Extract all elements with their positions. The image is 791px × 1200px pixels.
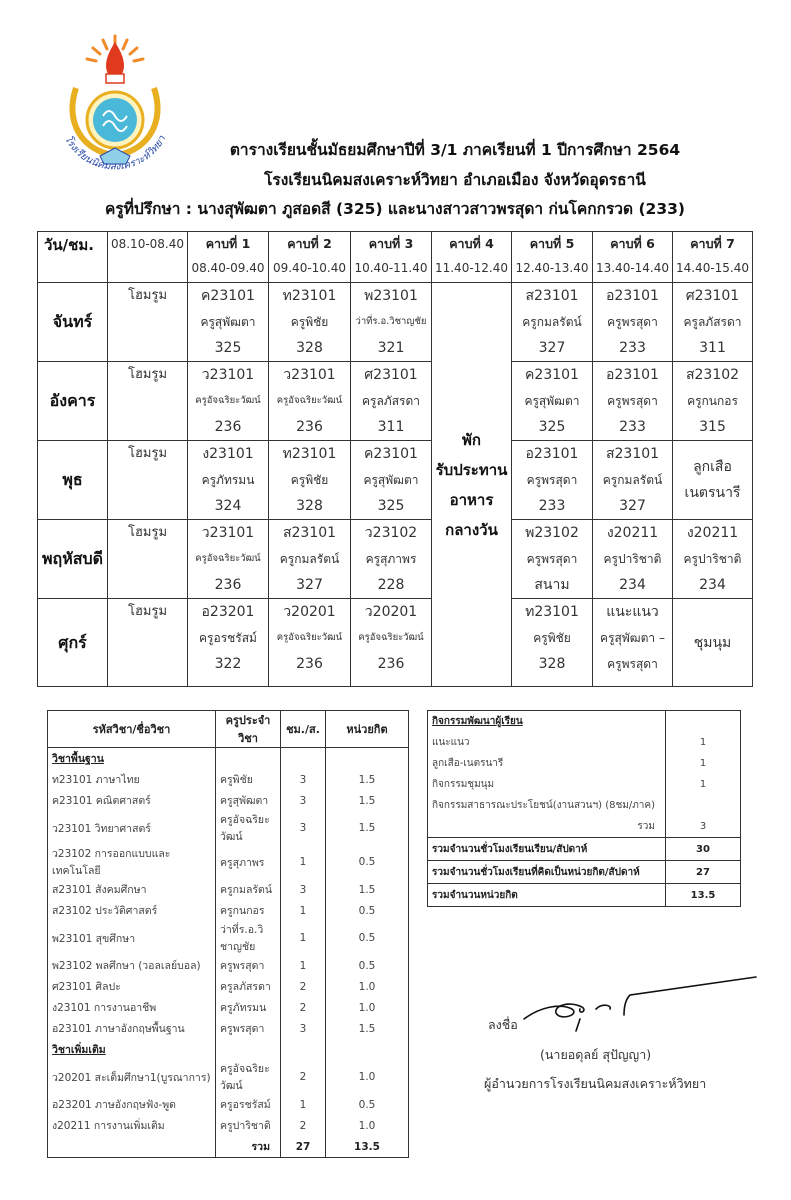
subject-name: ศ23101 ศิลปะ xyxy=(48,976,216,997)
subject-teacher: ครูลภัสรดา xyxy=(216,976,281,997)
col-header-subject: รหัสวิชา/ชื่อวิชา xyxy=(48,711,216,748)
period-header: คาบที่ 7 14.40-15.40 xyxy=(673,232,753,283)
signature-mark xyxy=(520,975,760,1035)
subject-name: ว23101 วิทยาศาสตร์ xyxy=(48,811,216,845)
activities-title-row xyxy=(428,711,741,733)
total-label: รวมจำนวนชั่วโมงเรียนเรียน/สัปดาห์ xyxy=(428,838,666,861)
day-row-friday xyxy=(38,599,753,687)
total-label: รวมจำนวนหน่วยกิต xyxy=(428,884,666,907)
signer-name: (นายอดุลย์ สุปัญญา) xyxy=(540,1047,652,1062)
subject-hours: 1 xyxy=(281,1094,326,1115)
subject-credits: 0.5 xyxy=(326,1094,409,1115)
activity-name: กิจกรรมชุมนุม xyxy=(428,774,666,795)
subject-name: ง23101 การงานอาชีพ xyxy=(48,997,216,1018)
total-row xyxy=(428,884,741,907)
class-cell: ว20201 ครูอัจฉริยะวัฒน์ 236 xyxy=(351,599,432,687)
subject-credits: 1.5 xyxy=(326,790,409,811)
activities-sum-label: รวม xyxy=(428,816,666,838)
subject-name: ส23101 สังคมศึกษา xyxy=(48,879,216,900)
activity-row xyxy=(428,732,741,753)
class-cell: อ23101 ครูพรสุดา 233 xyxy=(593,283,673,362)
activity-hours: 1 xyxy=(666,753,741,774)
subject-name: ส23102 ประวัติศาสตร์ xyxy=(48,900,216,921)
guidance-cell: แนะแนว ครูสุพัฒตา – ครูพรสุดา xyxy=(593,599,673,687)
class-cell: อ23201 ครูอรชรัสม์ 322 xyxy=(188,599,269,687)
class-cell: พ23101 ว่าที่ร.อ.วิชาญชัย 321 xyxy=(351,283,432,362)
subject-hours: 3 xyxy=(281,811,326,845)
homeroom-cell: โฮมรูม xyxy=(108,362,188,441)
class-cell: ว23101 ครูอัจฉริยะวัฒน์ 236 xyxy=(188,362,269,441)
advisors: ครูที่ปรึกษา : นางสุพัฒตา ภูสอดสี (325) และนางสาวสาวพรสุดา ก่นโคกกรวด (233) xyxy=(105,200,685,218)
class-cell: ว20201 ครูอัจฉริยะวัฒน์ 236 xyxy=(269,599,351,687)
subject-credits: 1.5 xyxy=(326,1018,409,1039)
class-cell: ค23101 ครูสุพัฒตา 325 xyxy=(512,362,593,441)
subject-teacher: ครูพรสุดา xyxy=(216,955,281,976)
activity-row xyxy=(428,795,741,816)
subject-hours: 1 xyxy=(281,845,326,879)
activities-sum-row xyxy=(428,816,741,838)
header-row xyxy=(38,232,753,283)
period-header: คาบที่ 3 10.40-11.40 xyxy=(351,232,432,283)
class-cell: ท23101 ครูพิชัย 328 xyxy=(269,441,351,520)
subject-credits: 1.0 xyxy=(326,997,409,1018)
col-header-teacher: ครูประจำวิชา xyxy=(216,711,281,748)
subject-teacher: ครูพิชัย xyxy=(216,769,281,790)
subject-row xyxy=(48,769,409,790)
class-cell: ง20211 ครูปาริชาติ 234 xyxy=(673,520,753,599)
subjects-table xyxy=(47,710,409,1158)
subject-name: พ23102 พลศึกษา (วอลเลย์บอล) xyxy=(48,955,216,976)
activities-title: กิจกรรมพัฒนาผู้เรียน xyxy=(428,711,666,733)
section-core-label: วิชาพื้นฐาน xyxy=(48,748,216,770)
class-cell: ว23101 ครูอัจฉริยะวัฒน์ 236 xyxy=(188,520,269,599)
day-row-wednesday xyxy=(38,441,753,520)
subject-teacher: ครูปาริชาติ xyxy=(216,1115,281,1136)
subject-row xyxy=(48,790,409,811)
subject-teacher: ครูอัจฉริยะวัฒน์ xyxy=(216,1060,281,1094)
subject-name: ง20211 การงานเพิ่มเติม xyxy=(48,1115,216,1136)
total-value: 30 xyxy=(666,838,741,861)
lunch-break-cell: พัก รับประทาน อาหาร กลางวัน xyxy=(432,283,512,687)
homeroom-cell: โฮมรูม xyxy=(108,441,188,520)
class-cell: ง20211 ครูปาริชาติ 234 xyxy=(593,520,673,599)
class-cell: พ23102 ครูพรสุดา สนาม xyxy=(512,520,593,599)
subject-teacher: ครูกมลรัตน์ xyxy=(216,879,281,900)
day-label: ศุกร์ xyxy=(38,599,108,687)
subjects-total-row xyxy=(48,1136,409,1158)
emblem-icon xyxy=(93,98,137,142)
subject-name: อ23101 ภาษาอังกฤษพื้นฐาน xyxy=(48,1018,216,1039)
subject-hours: 2 xyxy=(281,976,326,997)
subject-name: ว20201 สะเต็มศึกษา1(บูรณาการ) xyxy=(48,1060,216,1094)
day-label: พฤหัสบดี xyxy=(38,520,108,599)
class-cell: ศ23101 ครูลภัสรดา 311 xyxy=(673,283,753,362)
section-row xyxy=(48,1039,409,1060)
subject-hours: 2 xyxy=(281,1115,326,1136)
subject-row xyxy=(48,921,409,955)
activities-sum-value: 3 xyxy=(666,816,741,838)
homeroom-cell: โฮมรูม xyxy=(108,520,188,599)
total-label: รวม xyxy=(216,1136,281,1158)
activity-hours: 1 xyxy=(666,774,741,795)
subject-hours: 3 xyxy=(281,879,326,900)
subject-row xyxy=(48,1018,409,1039)
activity-row xyxy=(428,774,741,795)
subject-row xyxy=(48,976,409,997)
subject-credits: 1.0 xyxy=(326,976,409,997)
activity-name: กิจกรรมสาธารณะประโยชน์(งานสวนฯ) (8ชม/ภาค) xyxy=(428,795,666,816)
school-name: โรงเรียนนิคมสงเคราะห์วิทยา อำเภอเมือง จังหวัดอุดรธานี xyxy=(264,171,646,189)
period-header: คาบที่ 1 08.40-09.40 xyxy=(188,232,269,283)
section-row xyxy=(48,748,409,770)
class-cell: ส23102 ครูกนกอร 315 xyxy=(673,362,753,441)
subject-teacher: ครูกนกอร xyxy=(216,900,281,921)
subjects-header-row xyxy=(48,711,409,748)
period-header: คาบที่ 2 09.40-10.40 xyxy=(269,232,351,283)
period-header: คาบที่ 6 13.40-14.40 xyxy=(593,232,673,283)
flame-icon xyxy=(87,36,143,83)
subject-credits: 0.5 xyxy=(326,955,409,976)
subject-credits: 0.5 xyxy=(326,921,409,955)
class-cell: อ23101 ครูพรสุดา 233 xyxy=(512,441,593,520)
subject-credits: 1.0 xyxy=(326,1060,409,1094)
subject-hours: 3 xyxy=(281,769,326,790)
signer-position: ผู้อำนวยการโรงเรียนนิคมสงเคราะห์วิทยา xyxy=(484,1076,707,1091)
period-header: คาบที่ 5 12.40-13.40 xyxy=(512,232,593,283)
subject-row xyxy=(48,879,409,900)
subject-row xyxy=(48,997,409,1018)
subject-teacher: ว่าที่ร.อ.วิชาญชัย xyxy=(216,921,281,955)
day-label: จันทร์ xyxy=(38,283,108,362)
activity-hours xyxy=(666,795,741,816)
subject-credits: 1.5 xyxy=(326,769,409,790)
corner-cell: วัน/ชม. xyxy=(38,232,108,283)
class-cell: ท23101 ครูพิชัย 328 xyxy=(269,283,351,362)
subject-row xyxy=(48,845,409,879)
section-extra-label: วิชาเพิ่มเติม xyxy=(48,1039,216,1060)
class-cell: ว23102 ครูสุภาพร 228 xyxy=(351,520,432,599)
subject-credits: 0.5 xyxy=(326,845,409,879)
subject-name: พ23101 สุขศึกษา xyxy=(48,921,216,955)
day-label: อังคาร xyxy=(38,362,108,441)
subject-teacher: ครูอรชรัสม์ xyxy=(216,1094,281,1115)
class-cell: ว23101 ครูอัจฉริยะวัฒน์ 236 xyxy=(269,362,351,441)
subject-credits: 1.5 xyxy=(326,879,409,900)
activity-name: ลูกเสือ-เนตรนารี xyxy=(428,753,666,774)
day-row-tuesday xyxy=(38,362,753,441)
subject-row xyxy=(48,900,409,921)
class-cell: ค23101 ครูสุพัฒตา 325 xyxy=(188,283,269,362)
subject-credits: 0.5 xyxy=(326,900,409,921)
col-header-hours: ชม./ส. xyxy=(281,711,326,748)
subject-credits: 1.0 xyxy=(326,1115,409,1136)
total-row xyxy=(428,838,741,861)
subject-teacher: ครูพรสุดา xyxy=(216,1018,281,1039)
class-cell: ค23101 ครูสุพัฒตา 325 xyxy=(351,441,432,520)
subject-name: ท23101 ภาษาไทย xyxy=(48,769,216,790)
activity-row xyxy=(428,753,741,774)
scout-cell: ลูกเสือ เนตรนารี xyxy=(673,441,753,520)
subject-hours: 3 xyxy=(281,1018,326,1039)
subject-hours: 2 xyxy=(281,997,326,1018)
total-hours: 27 xyxy=(281,1136,326,1158)
subject-teacher: ครูสุพัฒตา xyxy=(216,790,281,811)
col-header-credits: หน่วยกิต xyxy=(326,711,409,748)
period-header: 08.10-08.40 xyxy=(108,232,188,283)
activity-name: แนะแนว xyxy=(428,732,666,753)
subject-teacher: ครูภัทรมน xyxy=(216,997,281,1018)
activity-hours: 1 xyxy=(666,732,741,753)
subject-name: ว23102 การออกแบบและเทคโนโลยี xyxy=(48,845,216,879)
total-row xyxy=(428,861,741,884)
subject-row xyxy=(48,955,409,976)
subject-teacher: ครูอัจฉริยะวัฒน์ xyxy=(216,811,281,845)
class-cell: ส23101 ครูกมลรัตน์ 327 xyxy=(593,441,673,520)
subject-hours: 2 xyxy=(281,1060,326,1094)
svg-text:โรงเรียนนิคมสงเคราะห์วิทยา: โรงเรียนนิคมสงเคราะห์วิทยา xyxy=(61,134,169,173)
club-cell: ชุมนุม xyxy=(673,599,753,687)
day-row-monday xyxy=(38,283,753,362)
subject-credits: 1.5 xyxy=(326,811,409,845)
subject-teacher: ครูสุภาพร xyxy=(216,845,281,879)
subject-row xyxy=(48,1094,409,1115)
total-value: 27 xyxy=(666,861,741,884)
class-cell: ส23101 ครูกมลรัตน์ 327 xyxy=(269,520,351,599)
homeroom-cell: โฮมรูม xyxy=(108,283,188,362)
schedule-title: ตารางเรียนชั้นมัธยมศึกษาปีที่ 3/1 ภาคเรียนที่ 1 ปีการศึกษา 2564 xyxy=(229,141,681,159)
subject-name: ค23101 คณิตศาสตร์ xyxy=(48,790,216,811)
class-cell: ศ23101 ครูลภัสรดา 311 xyxy=(351,362,432,441)
school-logo xyxy=(48,28,183,178)
total-value: 13.5 xyxy=(666,884,741,907)
homeroom-cell: โฮมรูม xyxy=(108,599,188,687)
class-cell: ง23101 ครูภัทรมน 324 xyxy=(188,441,269,520)
subject-name: อ23201 ภาษอังกฤษฟัง-พูด xyxy=(48,1094,216,1115)
class-cell: อ23101 ครูพรสุดา 233 xyxy=(593,362,673,441)
day-label: พุธ xyxy=(38,441,108,520)
day-row-thursday xyxy=(38,520,753,599)
subject-hours: 1 xyxy=(281,921,326,955)
subject-hours: 1 xyxy=(281,900,326,921)
total-label: รวมจำนวนชั่วโมงเรียนที่คิดเป็นหน่วยกิต/สัปดาห์ xyxy=(428,861,666,884)
subject-row xyxy=(48,811,409,845)
subject-row xyxy=(48,1060,409,1094)
signature-label: ลงชื่อ xyxy=(488,1017,518,1032)
period-header: คาบที่ 4 11.40-12.40 xyxy=(432,232,512,283)
activities-table xyxy=(427,710,741,907)
class-cell: ส23101 ครูกมลรัตน์ 327 xyxy=(512,283,593,362)
total-credits: 13.5 xyxy=(326,1136,409,1158)
subject-row xyxy=(48,1115,409,1136)
subject-hours: 3 xyxy=(281,790,326,811)
class-cell: ท23101 ครูพิชัย 328 xyxy=(512,599,593,687)
subject-hours: 1 xyxy=(281,955,326,976)
schedule-table xyxy=(37,231,753,687)
